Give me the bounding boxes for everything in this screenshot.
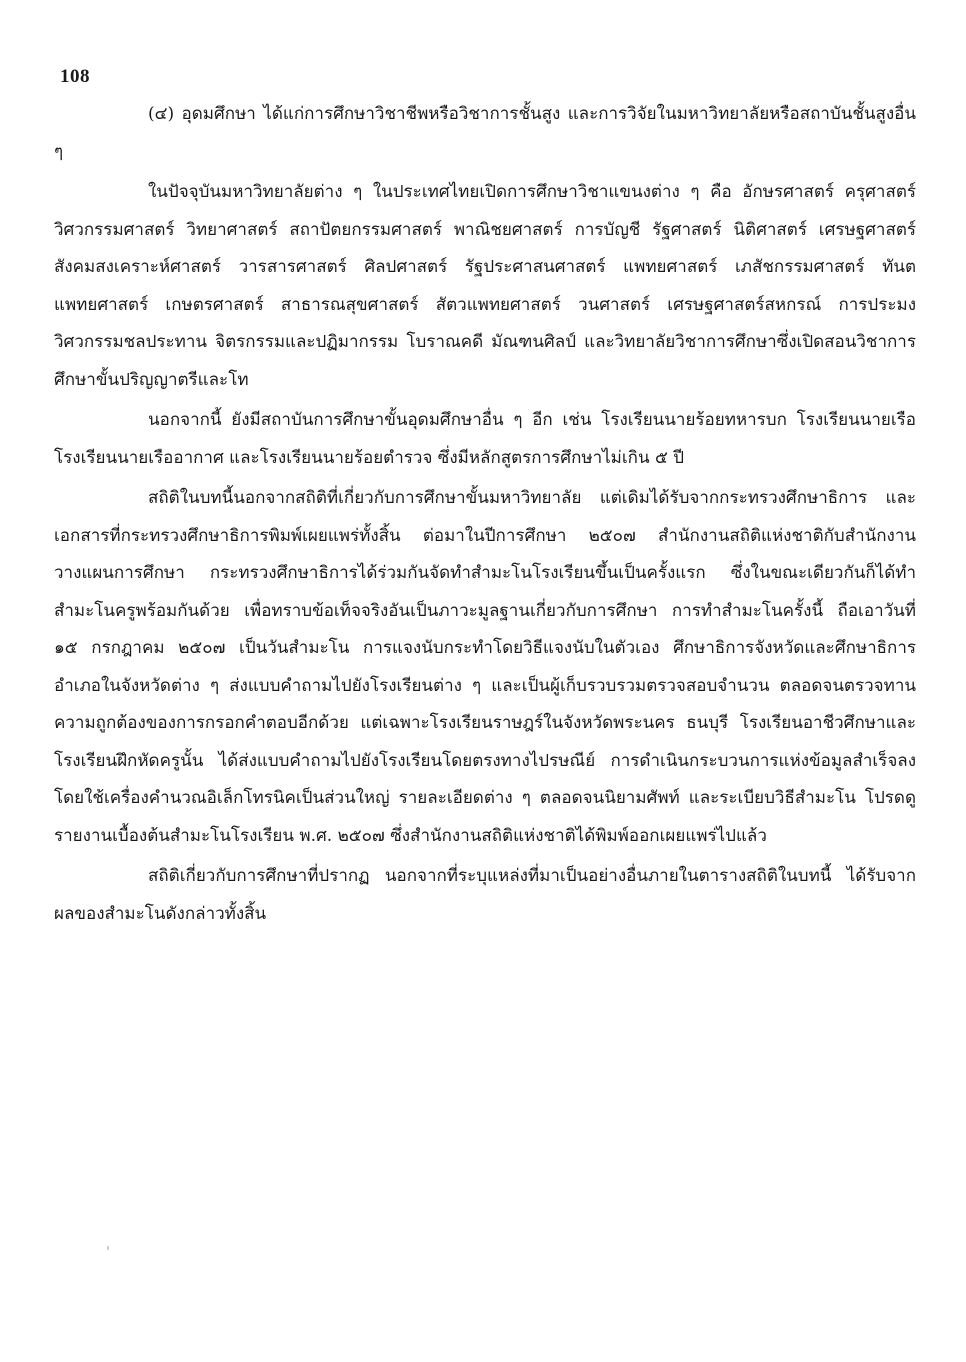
paragraph-statistics-note: สถิติเกี่ยวกับการศึกษาที่ปรากฏ นอกจากที่ระบุแหล่งที่มาเป็นอย่างอื่นภายในตารางสถิติในบทนี้ ได้รับจากผลของสำมะโนดังกล่าวทั้งสิ้น [54, 866, 916, 924]
paragraph-statistics-sources: สถิติในบทนี้นอกจากสถิติที่เกี่ยวกับการศึกษาขั้นมหาวิทยาลัย แต่เดิมได้รับจากกระทรวงศึกษาธิการ และเอกสารที่กระทรวงศึกษาธิการพิมพ์เผยแพร่ทั้งสิ้น ต่อมาในปีการศึกษา ๒๕๐๗ สำนักงานสถิติแห่งชาติกับสำนักงานวางแผนการศึกษา กระทรวงศึกษาธิการได้ร่วมกันจัดทำสำมะโนโรงเรียนขึ้นเป็นครั้งแรก ซึ่งในขณะเดียวกันก็ได้ทำสำมะโนครูพร้อมกันด้วย เพื่อทราบข้อเท็จจริงอันเป็นภาวะมูลฐานเกี่ยวกับการศึกษา การทำสำมะโนครั้งนี้ ถือเอาวันที่ ๑๕ กรกฎาคม ๒๕๐๗ เป็นวันสำมะโน การแจงนับกระทำโดยวิธีแจงนับในตัวเอง ศึกษาธิการจังหวัดและศึกษาธิการอำเภอในจังหวัดต่าง ๆ ส่งแบบคำถามไปยังโรงเรียนต่าง ๆ และเป็นผู้เก็บรวบรวมตรวจสอบจำนวน ตลอดจนตรวจทานความถูกต้องของการกรอกคำตอบอีกด้วย แต่เฉพาะโรงเรียนราษฎร์ในจังหวัดพระนคร ธนบุรี โรงเรียนอาชีวศึกษาและโรงเรียนฝึกหัดครูนั้น ได้ส่งแบบคำถามไปยังโรงเรียนโดยตรงทางไปรษณีย์ การดำเนินกระบวนการแห่งข้อมูลสำเร็จลงโดยใช้เครื่องคำนวณอิเล็กโทรนิคเป็นส่วนใหญ่ รายละเอียดต่าง ๆ ตลอดจนนิยามศัพท์ และระเบียบวิธีสำมะโน โปรดดูรายงานเบื้องต้นสำมะโนโรงเรียน พ.ศ. ๒๕๐๗ ซึ่งสำนักงานสถิติแห่งชาติได้พิมพ์ออกเผยแพร่ไปแล้ว [54, 488, 916, 846]
body-text [54, 96, 916, 936]
paragraph-other-institutions: นอกจากนี้ ยังมีสถาบันการศึกษาขั้นอุดมศึกษาอื่น ๆ อีก เช่น โรงเรียนนายร้อยทหารบก โรงเรียนนายเรือ โรงเรียนนายเรืออากาศ และโรงเรียนนายร้อยตำรวจ ซึ่งมีหลักสูตรการศึกษาไม่เกิน ๕ ปี [54, 410, 916, 468]
scan-speck [107, 1246, 109, 1250]
paragraph-higher-education-definition: (๔) อุดมศึกษา ได้แก่การศึกษาวิชาชีพหรือวิชาการชั้นสูง และการวิจัยในมหาวิทยาลัยหรือสถาบันชั้นสูงอื่น ๆ [54, 104, 916, 162]
page-number: 108 [60, 66, 90, 87]
paragraph-university-fields: ในปัจจุบันมหาวิทยาลัยต่าง ๆ ในประเทศไทยเปิดการศึกษาวิชาแขนงต่าง ๆ คือ อักษรศาสตร์ ครุศาสตร์ วิศวกรรมศาสตร์ วิทยาศาสตร์ สถาปัตยกรรมศาสตร์ พาณิชยศาสตร์ การบัญชี รัฐศาสตร์ นิติศาสตร์ เศรษฐศาสตร์ สังคมสงเคราะห์ศาสตร์ วารสารศาสตร์ ศิลปศาสตร์ รัฐประศาสนศาสตร์ แพทยศาสตร์ เภสัชกรรมศาสตร์ ทันตแพทยศาสตร์ เกษตรศาสตร์ สาธารณสุขศาสตร์ สัตวแพทยศาสตร์ วนศาสตร์ เศรษฐศาสตร์สหกรณ์ การประมง วิศวกรรมชลประทาน จิตรกรรมและปฏิมากรรม โบราณคดี มัณฑนศิลป์ และวิทยาลัยวิชาการศึกษาซึ่งเปิดสอนวิชาการศึกษาขั้นปริญญาตรีและโท [54, 182, 916, 390]
